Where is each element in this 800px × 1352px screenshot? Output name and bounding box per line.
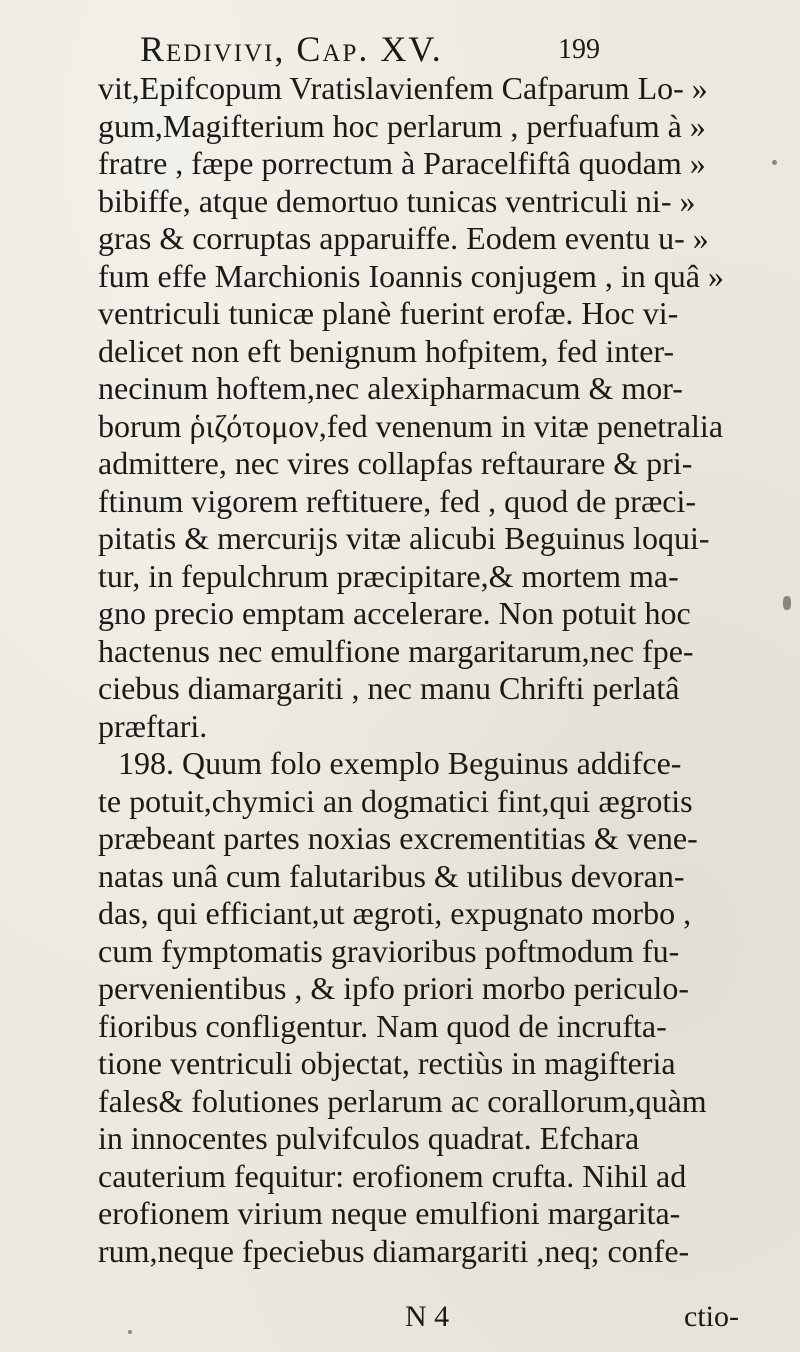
text-line: fratre , fæpe porrectum à Paracelfiftâ quodam » [98, 145, 706, 181]
text-line: fioribus confligentur. Nam quod de incrufta- [98, 1007, 667, 1044]
text-line: pitatis & mercurijs vitæ alicubi Beguinus loqui- [98, 520, 710, 556]
text-line: tur, in fepulchrum præcipitare,& mortem ma- [98, 557, 679, 594]
ink-speck [783, 596, 791, 610]
text-line: admittere, nec vires collapfas reftaurare & pri- [98, 445, 693, 481]
text-line: delicet non eft benignum hofpitem, fed inter- [98, 332, 675, 369]
text-line: gum,Magifterium hoc perlarum , perfuafum à » [98, 107, 706, 144]
text-line: das, qui efficiant,ut ægroti, expugnato morbo , [98, 895, 692, 931]
text-line: in innocentes pulvifculos quadrat. Efchara [98, 1120, 640, 1156]
text-line: præbeant partes noxias excrementitias & vene- [98, 820, 698, 856]
text-line: rum,neque fpeciebus diamargariti ,neq; confe- [98, 1232, 690, 1269]
text-line: gras & corruptas apparuiffe. Eodem eventu u- » [98, 220, 709, 256]
text-line: cum fymptomatis gravioribus poftmodum fu- [98, 932, 680, 969]
text-line: præftari. [98, 707, 208, 744]
text-line: fum effe Marchionis Ioannis conjugem , in quâ » [98, 257, 724, 294]
running-head: Redivivi, Cap. XV. [140, 29, 443, 69]
text-line: ftinum vigorem reftituere, fed , quod de præci- [98, 482, 697, 519]
text-line: vit,Epifcopum Vratislavienfem Cafparum Lo- » [98, 70, 708, 106]
text-line: ciebus diamargariti , nec manu Chrifti perlatâ [98, 670, 680, 706]
catchword: ctio- [684, 1300, 739, 1333]
text-line: gno precio emptam accelerare. Non potuit hoc [98, 595, 691, 631]
text-line: bibiffe, atque demortuo tunicas ventriculi ni- » [98, 182, 696, 219]
text-line: fales& folutiones perlarum ac corallorum,quàm [98, 1082, 707, 1119]
body-text [98, 70, 758, 1270]
text-line: erofionem virium neque emulfioni margarita- [98, 1195, 681, 1231]
page-number: 199 [558, 34, 600, 65]
text-line: pervenientibus , & ipfo priori morbo periculo- [98, 970, 689, 1006]
text-line: cauterium fequitur: erofionem crufta. Nihil ad [98, 1157, 687, 1194]
text-line: hactenus nec emulfione margaritarum,nec fpe- [98, 632, 694, 669]
text-line: te potuit,chymici an dogmatici fint,qui ægrotis [98, 782, 693, 819]
text-line: tione ventriculi objectat, rectiùs in magifteria [98, 1045, 676, 1081]
paragraph-start-line: 198. Quum folo exemplo Beguinus addifce- [118, 745, 682, 781]
text-line: natas unâ cum falutaribus & utilibus devoran- [98, 857, 685, 894]
ink-speck [772, 160, 777, 165]
text-line: ventriculi tunicæ planè fuerint erofæ. Hoc vi- [98, 295, 679, 331]
signature-mark: N 4 [405, 1300, 450, 1333]
text-line: borum ῥιζότομον,fed venenum in vitæ penetralia [98, 407, 724, 444]
ink-speck [128, 1330, 132, 1334]
text-line: necinum hoftem,nec alexipharmacum & mor- [98, 370, 683, 406]
